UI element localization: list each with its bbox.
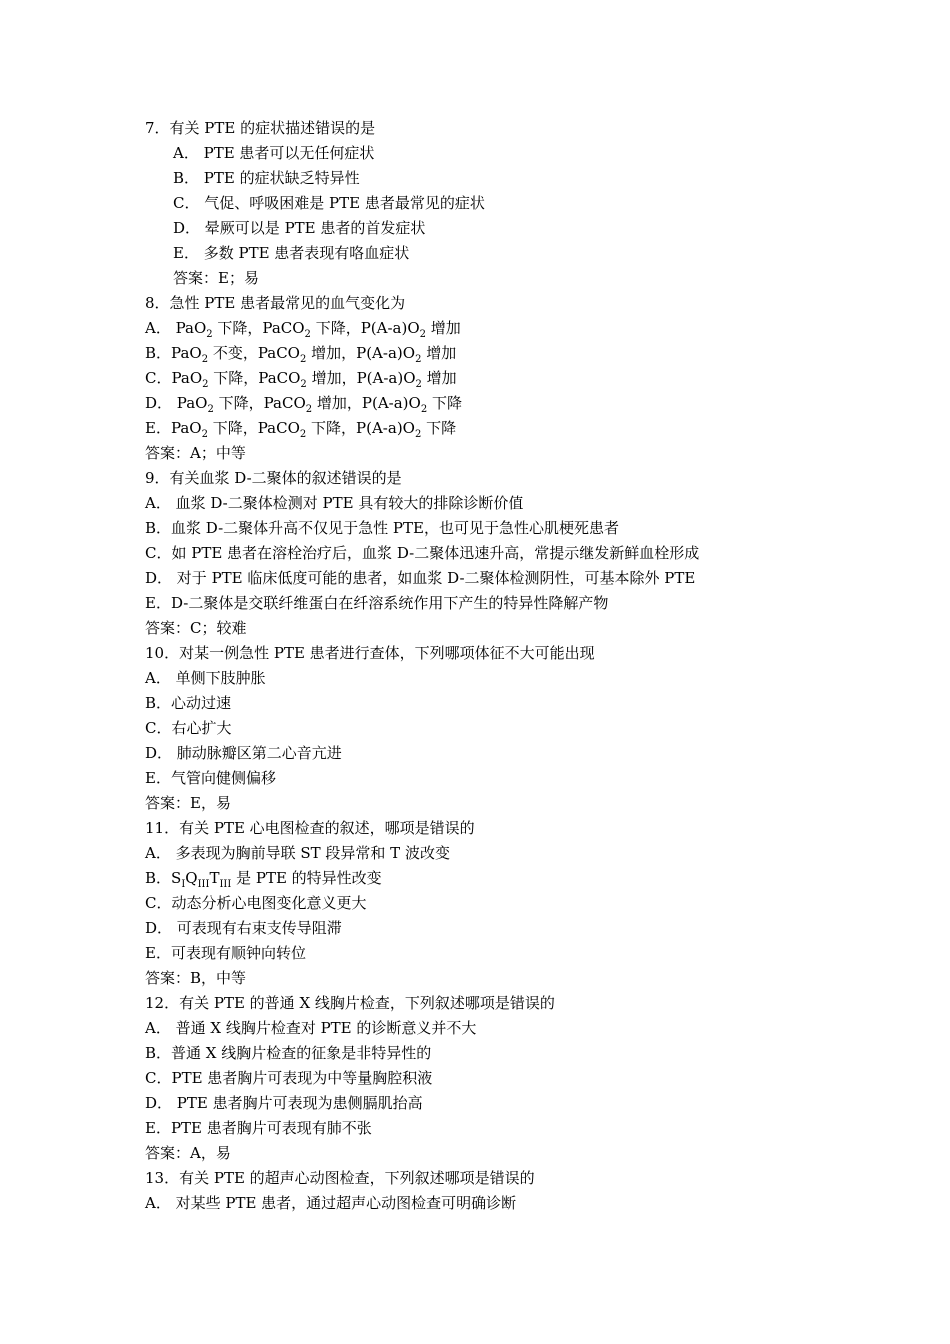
subscript: 2	[300, 379, 307, 390]
question-9-option-a: A． 血浆 D-二聚体检测对 PTE 具有较大的排除诊断价值	[145, 494, 524, 512]
question-9-option-d: D． 对于 PTE 临床低度可能的患者，如血浆 D-二聚体检测阴性，可基本除外 PTE	[145, 569, 696, 587]
question-9-stem: 9．有关血浆 D-二聚体的叙述错误的是	[145, 469, 402, 487]
option-text: 下降，PaCO	[213, 394, 306, 412]
option-text: T	[209, 869, 220, 887]
question-11-option-e: E．可表现有顺钟向转位	[145, 944, 306, 962]
option-text: E．PaO	[145, 419, 202, 437]
question-11-answer: 答案：B，中等	[145, 969, 247, 987]
question-7-option-e: E． 多数 PTE 患者表现有咯血症状	[173, 244, 410, 262]
subscript: 2	[420, 404, 428, 415]
option-text: 不变，PaCO	[208, 344, 300, 362]
option-text: Q	[185, 869, 198, 887]
option-text: 增加，P(A-a)O	[312, 394, 421, 412]
option-text: B．PaO	[145, 344, 202, 362]
question-10-answer: 答案：E，易	[145, 794, 231, 812]
question-11-option-d: D． 可表现有右束支传导阻滞	[145, 919, 342, 937]
question-8-stem: 8．急性 PTE 患者最常见的血气变化为	[145, 294, 406, 312]
option-text: 下降，P(A-a)O	[306, 419, 415, 437]
subscript: 2	[299, 354, 307, 365]
question-7-option-b: B． PTE 的症状缺乏特异性	[173, 169, 360, 187]
option-text: A． PaO	[145, 319, 207, 337]
subscript: III	[197, 879, 210, 890]
subscript: I	[181, 879, 186, 890]
question-12-answer: 答案：A，易	[145, 1144, 231, 1162]
question-11-stem: 11．有关 PTE 心电图检查的叙述，哪项是错误的	[145, 819, 475, 837]
subscript: 2	[305, 404, 313, 415]
option-text: 增加，P(A-a)O	[306, 344, 416, 362]
question-9-option-b: B．血浆 D-二聚体升高不仅见于急性 PTE，也可见于急性心肌梗死患者	[145, 519, 619, 537]
option-text: 增加	[426, 319, 461, 337]
subscript: 2	[414, 429, 422, 440]
subscript: 2	[207, 404, 214, 415]
option-text: D． PaO	[145, 394, 208, 412]
question-10-option-a: A． 单侧下肢肿胀	[145, 669, 266, 687]
subscript: 2	[201, 354, 209, 365]
question-7-answer: 答案：E；易	[173, 269, 259, 287]
subscript: III	[219, 879, 232, 890]
option-text: C．PaO	[145, 369, 203, 387]
question-8-option-b	[145, 344, 457, 365]
subscript: 2	[206, 329, 213, 340]
question-12-option-d: D． PTE 患者胸片可表现为患侧膈肌抬高	[145, 1094, 423, 1112]
subscript: 2	[299, 429, 307, 440]
option-text: 增加	[421, 344, 457, 362]
question-9-answer: 答案：C；较难	[145, 619, 247, 637]
question-9-option-e: E．D-二聚体是交联纤维蛋白在纤溶系统作用下产生的特异性降解产物	[145, 594, 609, 612]
question-9-option-c: C．如 PTE 患者在溶栓治疗后，血浆 D-二聚体迅速升高，常提示继发新鲜血栓形成	[145, 544, 700, 562]
question-12-option-e: E．PTE 患者胸片可表现有肺不张	[145, 1119, 372, 1137]
subscript: 2	[202, 379, 209, 390]
option-text: 下降，PaCO	[207, 419, 300, 437]
question-10-option-e: E．气管向健侧偏移	[145, 769, 276, 787]
option-text: 下降，PaCO	[212, 319, 305, 337]
subscript: 2	[415, 354, 422, 365]
question-10-stem: 10．对某一例急性 PTE 患者进行查体，下列哪项体征不大可能出现	[145, 644, 595, 662]
question-10-option-c: C．右心扩大	[145, 719, 232, 737]
question-10-option-d: D． 肺动脉瓣区第二心音亢进	[145, 744, 342, 762]
question-7-option-d: D． 晕厥可以是 PTE 患者的首发症状	[173, 219, 426, 237]
question-12-option-b: B．普通 X 线胸片检查的征象是非特异性的	[145, 1044, 432, 1062]
option-text: 下降	[421, 419, 457, 437]
question-11-option-a: A． 多表现为胸前导联 ST 段异常和 T 波改变	[145, 844, 450, 862]
question-8-option-e	[145, 419, 457, 440]
question-11-option-c: C．动态分析心电图变化意义更大	[145, 894, 367, 912]
question-12-option-c: C．PTE 患者胸片可表现为中等量胸腔积液	[145, 1069, 433, 1087]
option-text: B．S	[145, 869, 182, 887]
option-text: 增加	[421, 369, 457, 387]
question-13-stem: 13．有关 PTE 的超声心动图检查，下列叙述哪项是错误的	[145, 1169, 535, 1187]
option-text: 下降	[427, 394, 462, 412]
question-8-option-a	[145, 319, 461, 340]
question-8-option-d	[145, 394, 462, 415]
subscript: 2	[201, 429, 208, 440]
option-text: 下降，PaCO	[208, 369, 301, 387]
question-7-stem: 7．有关 PTE 的症状描述错误的是	[145, 119, 376, 137]
subscript: 2	[304, 329, 311, 340]
subscript: 2	[419, 329, 427, 340]
question-11-option-b	[145, 869, 382, 890]
question-8-option-c	[145, 369, 457, 390]
question-12-option-a: A． 普通 X 线胸片检查对 PTE 的诊断意义并不大	[145, 1019, 477, 1037]
question-7-option-a: A． PTE 患者可以无任何症状	[173, 144, 375, 162]
question-8-answer: 答案：A；中等	[145, 444, 246, 462]
question-7-option-c: C． 气促、呼吸困难是 PTE 患者最常见的症状	[173, 194, 485, 212]
subscript: 2	[415, 379, 422, 390]
question-12-stem: 12．有关 PTE 的普通 X 线胸片检查，下列叙述哪项是错误的	[145, 994, 555, 1012]
option-text: 增加，P(A-a)O	[306, 369, 416, 387]
question-10-option-b: B．心动过速	[145, 694, 232, 712]
option-text: 下降，P(A-a)O	[310, 319, 420, 337]
option-text: 是 PTE 的特异性改变	[231, 869, 382, 887]
question-13-option-a: A． 对某些 PTE 患者，通过超声心动图检查可明确诊断	[145, 1194, 517, 1212]
